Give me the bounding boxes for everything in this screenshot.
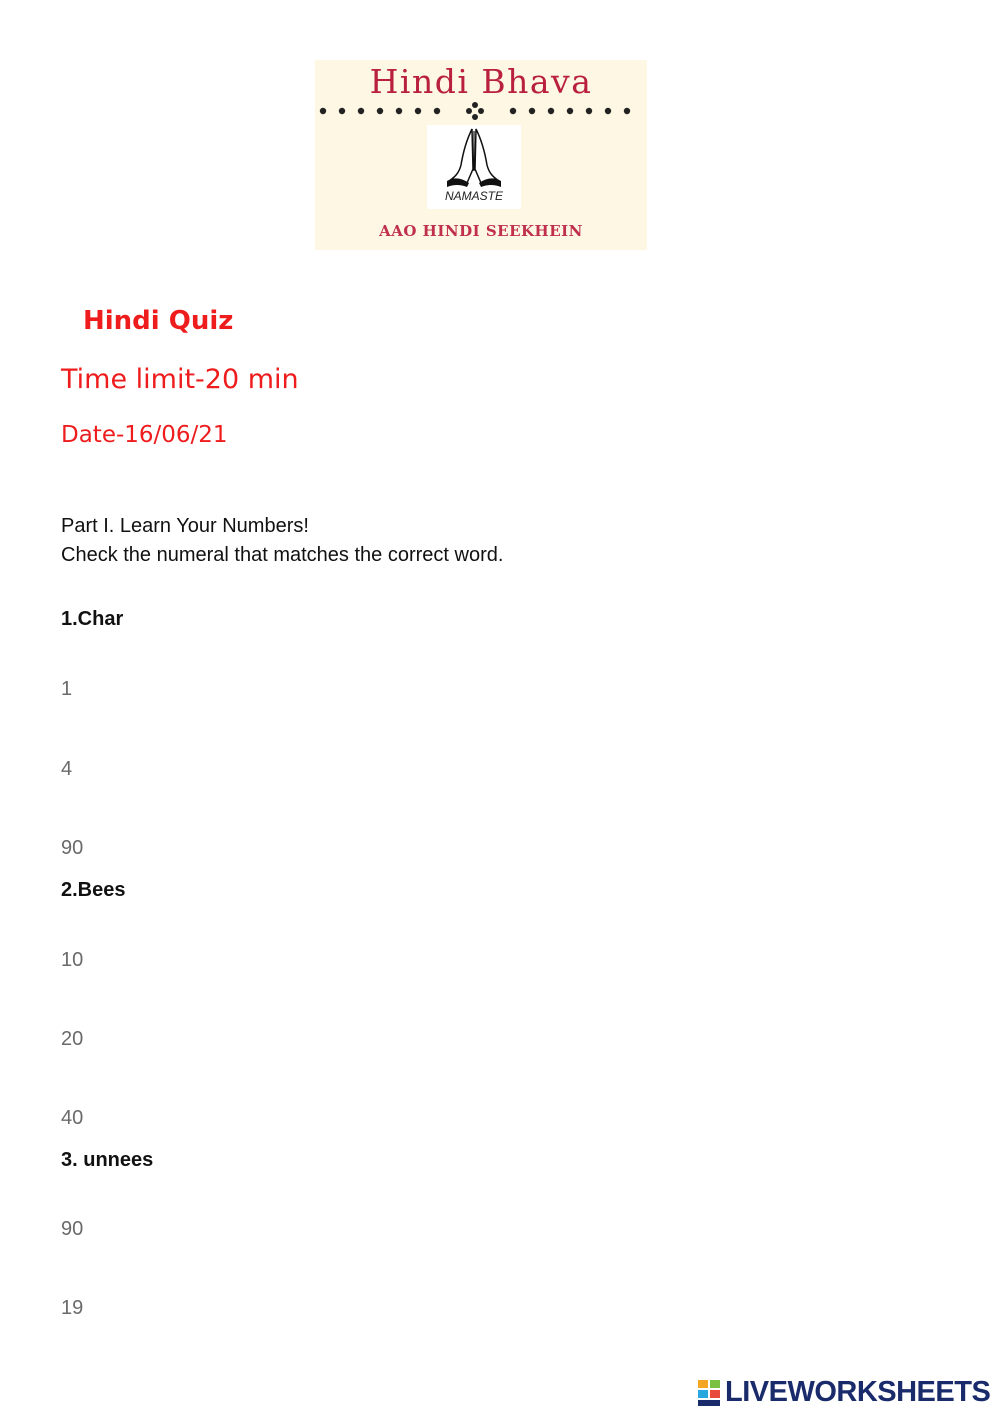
logo-subtitle: AAO HINDI SEEKHEIN — [379, 222, 583, 240]
liveworksheets-brand: LIVEWORKSHEETS — [725, 1376, 991, 1408]
time-limit: Time limit-20 min — [61, 364, 299, 395]
question-2-option[interactable]: 20 — [61, 1028, 84, 1050]
hindi-bhava-logo — [315, 60, 647, 250]
part-heading: Part I. Learn Your Numbers! — [61, 515, 309, 537]
question-2-option[interactable]: 10 — [61, 949, 84, 971]
instruction-text: Check the numeral that matches the correct word. — [61, 544, 504, 566]
praying-hands-icon — [427, 125, 521, 189]
namaste-badge — [427, 125, 521, 209]
namaste-label: NAMASTE — [444, 189, 503, 203]
dotted-divider-icon — [315, 98, 647, 124]
liveworksheets-logo-icon — [698, 1378, 722, 1408]
question-3-option[interactable]: 19 — [61, 1297, 84, 1319]
question-1-label: 1.Char — [61, 608, 124, 630]
logo-title: Hindi Bhava — [369, 62, 593, 101]
question-2-option[interactable]: 40 — [61, 1107, 84, 1129]
question-1-option[interactable]: 90 — [61, 837, 84, 859]
question-3-option[interactable]: 90 — [61, 1218, 84, 1240]
quiz-title: Hindi Quiz — [83, 306, 234, 336]
question-1-option[interactable]: 4 — [61, 758, 73, 780]
question-3-label: 3. unnees — [61, 1149, 154, 1171]
question-2-label: 2.Bees — [61, 879, 126, 901]
question-1-option[interactable]: 1 — [61, 678, 73, 700]
quiz-date: Date-16/06/21 — [61, 422, 228, 448]
